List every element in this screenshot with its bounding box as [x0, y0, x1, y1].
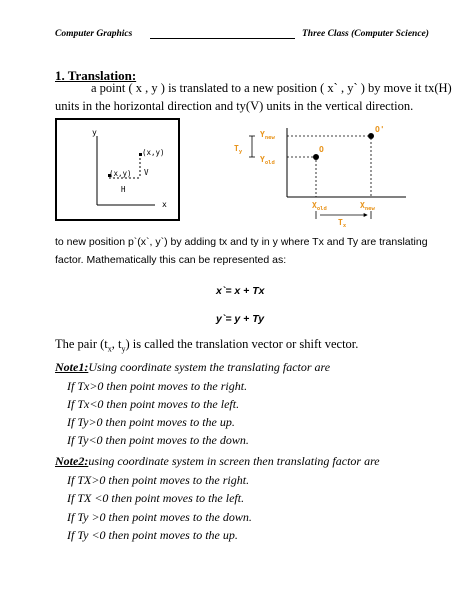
note1-label: Note1: [55, 360, 89, 374]
equation-x: x`= x + Tx [216, 285, 265, 297]
new-point-label: O' [375, 125, 385, 134]
equation-y: y`= y + Ty [216, 313, 265, 325]
ty-label: $T_y$ [234, 144, 243, 155]
note1 [55, 360, 330, 375]
v-label: V [144, 168, 149, 177]
translation-figure-right [228, 122, 418, 228]
note2-item: If Ty >0 then point moves to the down. [67, 510, 252, 524]
note2 [55, 454, 380, 469]
note2-item: If TX>0 then point moves to the right. [67, 473, 250, 487]
new-point-label: (x,y) [142, 148, 165, 157]
note2-text: using coordinate system in screen then translating factor are [88, 454, 380, 468]
section-heading: 1. Translation: [55, 68, 137, 83]
note1-item: If Tx>0 then point moves to the right. [67, 379, 248, 393]
ynew-label: $Y_{new}$ [260, 130, 275, 141]
header-right: Three Class (Computer Science) [302, 29, 429, 39]
tx-label: $T_x$ [338, 218, 347, 228]
note2-label: Note2: [55, 454, 89, 468]
note1-item: If Tx<0 then point moves to the left. [67, 397, 240, 411]
note1-item: If Ty>0 then point moves to the up. [67, 415, 235, 429]
h-label: H [121, 185, 126, 194]
xnew-label: $X_{new}$ [360, 201, 375, 212]
translation-vector-sentence: The pair ($t_x$, $t_y$) is called the translation vector or shift vector. [55, 337, 359, 354]
intro-line-2: units in the horizontal direction and ty(V) units in the vertical direction. [55, 99, 414, 113]
old-point [313, 154, 319, 160]
body-line-2: factor. Mathematically this can be represented as: [55, 254, 287, 266]
new-point [368, 133, 374, 139]
old-point-label: (x,y) [109, 169, 132, 178]
translation-figure-left [55, 118, 180, 221]
note2-item: If TX <0 then point moves to the left. [67, 491, 245, 505]
xold-label: $X_{old}$ [312, 201, 327, 212]
header-left: Computer Graphics [55, 29, 133, 39]
yold-label: $Y_{old}$ [260, 155, 275, 166]
body-line-1: to new position p`(x`, y`) by adding tx and ty in y where Tx and Ty are translating [55, 236, 428, 248]
note1-item: If Ty<0 then point moves to the down. [67, 433, 249, 447]
x-axis-label: x [162, 200, 167, 209]
y-axis-label: y [92, 128, 97, 137]
old-point-label: O [319, 145, 324, 154]
note2-item: If Ty <0 then point moves to the up. [67, 528, 238, 542]
intro-line-1: a point ( x , y ) is translated to a new position ( x` , y` ) by move it tx(H) [91, 81, 452, 95]
header-rule [150, 38, 295, 39]
note1-text: Using coordinate system the translating factor are [88, 360, 331, 374]
